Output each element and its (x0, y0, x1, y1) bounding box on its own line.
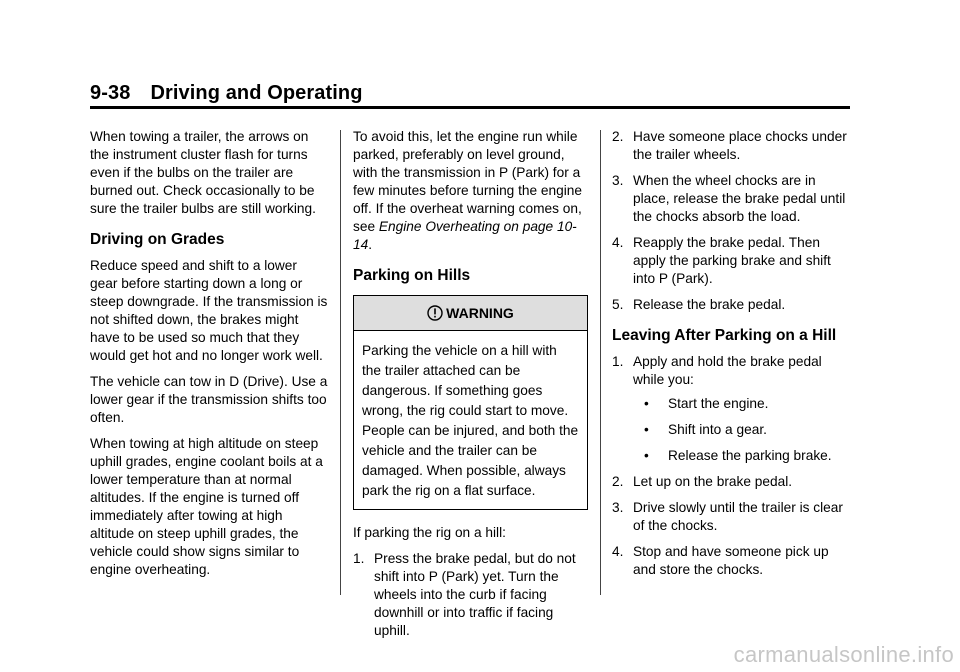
bullet-icon: • (644, 422, 649, 437)
paragraph-avoid-this: To avoid this, let the engine run while parked, preferably on level ground, with the transmission in P (Park) for a few minutes before turning the engine off. If the overheat warning comes on, see Engine Overheating on page 10-14. (353, 129, 583, 252)
bullet-icon: • (644, 448, 649, 463)
page-header (90, 82, 363, 105)
header-rule (90, 106, 850, 109)
column-3 (612, 128, 852, 587)
warning-title: WARNING (446, 305, 514, 321)
watermark: carmanualsonline.info (733, 642, 954, 667)
heading-parking-on-hills: Parking on Hills (353, 267, 471, 284)
paragraph-if-parking: If parking the rig on a hill: (353, 525, 506, 540)
list-item: 3. Drive slowly until the trailer is clear of the chocks. (612, 500, 843, 533)
heading-leaving-after-parking: Leaving After Parking on a Hill (612, 327, 837, 344)
list-item: 5. Release the brake pedal. (612, 297, 786, 312)
parking-steps-list (353, 550, 588, 640)
paragraph-reduce-speed: Reduce speed and shift to a lower gear before starting down a long or steep downgrade. If the transmission is not shifted down, the brakes might have to be used so much that they would get hot and no longer work well. (90, 258, 328, 363)
cross-reference-link[interactable]: Engine Overheating on page 10-14 (353, 219, 577, 252)
paragraph-tow-in-drive: The vehicle can tow in D (Drive). Use a lower gear if the transmission shifts too often. (90, 374, 328, 425)
list-item: 1. Apply and hold the brake pedal while you: • Start the engine. • Shift into a gear. • Release the parking brake. (612, 353, 852, 465)
warning-icon (427, 305, 443, 321)
column-divider-2 (600, 130, 601, 595)
page-number: 9-38 (90, 82, 131, 104)
bullet-icon: • (644, 396, 649, 411)
list-item: 4. Reapply the brake pedal. Then apply the parking brake and shift into P (Park). (612, 235, 831, 286)
column-2 (353, 128, 588, 648)
leaving-steps-list (612, 353, 852, 579)
section-title: Driving and Operating (150, 82, 363, 104)
list-item: 2. Have someone place chocks under the trailer wheels. (612, 129, 847, 162)
paragraph-high-altitude: When towing at high altitude on steep uphill grades, engine coolant boils at a lower temperature than at normal altitudes. If the engine is turned off immediately after towing at high altitude on steep uphill grades, the vehicle could show signs similar to engine overheating. (90, 436, 323, 577)
bullet-item: • Release the parking brake. (644, 448, 832, 463)
list-item: 3. When the wheel chocks are in place, release the brake pedal until the chocks absorb the load. (612, 173, 846, 224)
warning-header (354, 296, 587, 331)
bullet-item: • Start the engine. (644, 396, 769, 411)
parking-steps-list-continued (612, 128, 852, 314)
warning-box (353, 295, 588, 510)
warning-text: Parking the vehicle on a hill with the trailer attached can be dangerous. If something goes wrong, the rig could start to move. People can be injured, and both the vehicle and the trailer can be damaged. When possible, always park the rig on a flat surface. (362, 343, 579, 498)
column-divider-1 (340, 130, 341, 595)
column-1 (90, 128, 328, 587)
bullet-item: • Shift into a gear. (644, 422, 767, 437)
list-item: 1. Press the brake pedal, but do not shift into P (Park) yet. Turn the wheels into the curb if facing downhill or into traffic if facing uphill. (353, 551, 576, 638)
bullet-list (633, 395, 852, 465)
paragraph-trailer-arrows: When towing a trailer, the arrows on the instrument cluster flash for turns even if the bulbs on the trailer are burned out. Check occasionally to be sure the trailer bulbs are still working. (90, 129, 316, 216)
list-item: 2. Let up on the brake pedal. (612, 474, 793, 489)
heading-driving-on-grades: Driving on Grades (90, 231, 225, 248)
list-item: 4. Stop and have someone pick up and store the chocks. (612, 544, 829, 577)
